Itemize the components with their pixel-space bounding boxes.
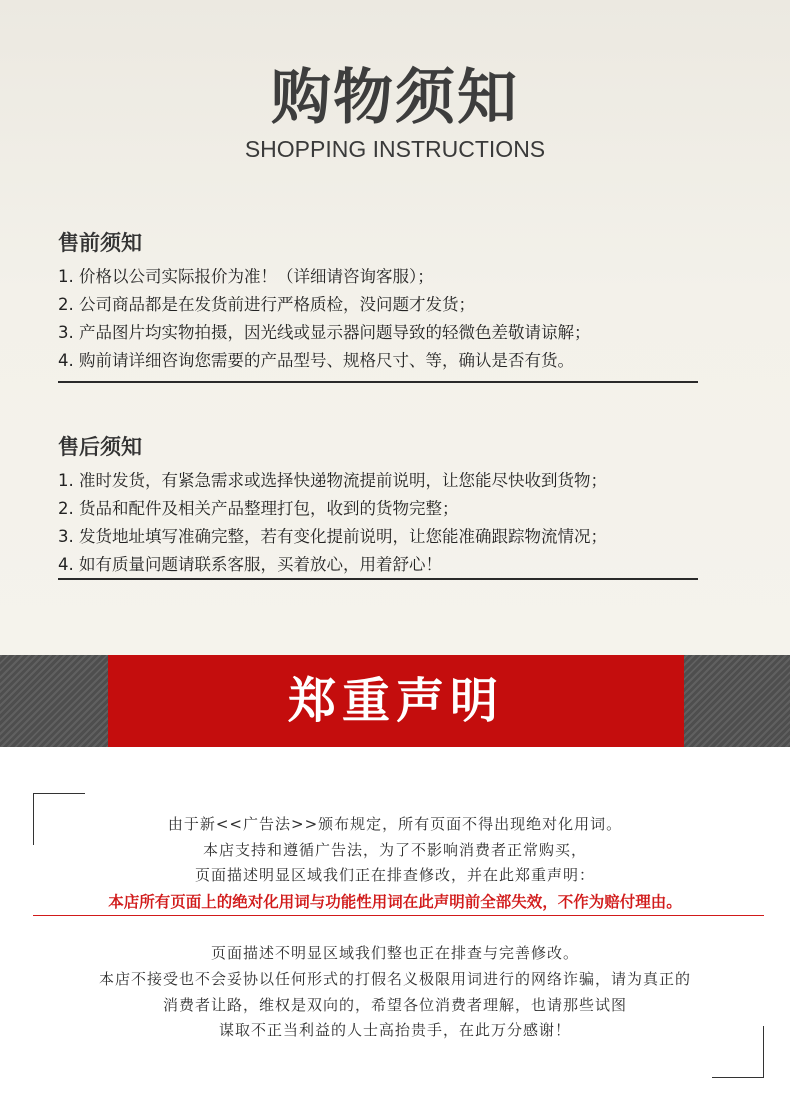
- notice-line: 页面描述明显区域我们正在排查修改，并在此郑重声明：: [194, 866, 595, 884]
- notice-line: 消费者让路，维权是双向的，希望各位消费者理解，也请那些试图: [162, 996, 627, 1014]
- declaration-banner: [108, 655, 684, 747]
- list-item: 2. 公司商品都是在发货前进行严格质检，没问题才发货；: [58, 295, 475, 314]
- warning-underline: [33, 915, 764, 916]
- notice-line: 本店支持和遵循广告法，为了不影响消费者正常购买，: [202, 841, 587, 859]
- section-divider: [58, 381, 698, 383]
- presale-list: [58, 263, 758, 375]
- page-subtitle: SHOPPING INSTRUCTIONS: [244, 136, 546, 162]
- section-divider: [58, 578, 698, 580]
- list-item: 4. 购前请详细咨询您需要的产品型号、规格尺寸、等，确认是否有货。: [58, 351, 574, 370]
- corner-bracket-bottom-right: [763, 1026, 764, 1078]
- notice-warning-line: 本店所有页面上的绝对化用词与功能性用词在此声明前全部失效，不作为赔付理由。: [108, 893, 682, 911]
- page-title: 购物须知: [271, 63, 519, 133]
- declaration-panel: [0, 747, 790, 1103]
- corner-bracket-bottom-right: [712, 1077, 764, 1078]
- declaration-title: 郑重声明: [287, 673, 504, 729]
- notice-line: 页面描述不明显区域我们整也正在排查与完善修改。: [210, 944, 579, 962]
- list-item: 1. 准时发货，有紧急需求或选择快递物流提前说明，让您能尽快收到货物；: [58, 471, 607, 490]
- list-item: 3. 产品图片均实物拍摄，因光线或显示器问题导致的轻微色差敬请谅解；: [58, 323, 591, 342]
- list-item: 2. 货品和配件及相关产品整理打包，收到的货物完整；: [58, 499, 459, 518]
- list-item: 3. 发货地址填写准确完整，若有变化提前说明，让您能准确跟踪物流情况；: [58, 527, 607, 546]
- notice-line: 谋取不正当利益的人士高抬贵手，在此万分感谢！: [218, 1021, 571, 1039]
- aftersale-heading: 售后须知: [58, 435, 142, 459]
- corner-bracket-top-left: [33, 793, 85, 794]
- aftersale-list: [58, 467, 758, 579]
- list-item: 4. 如有质量问题请联系客服，买着放心，用着舒心！: [58, 555, 442, 574]
- notice-line: 由于新<<广告法>>颁布规定，所有页面不得出现绝对化用词。: [167, 815, 623, 833]
- notice-line: 本店不接受也不会妥协以任何形式的打假名义极限用词进行的网络诈骗，请为真正的: [98, 970, 691, 988]
- list-item: 1. 价格以公司实际报价为准！（详细请咨询客服）；: [58, 267, 434, 286]
- presale-heading: 售前须知: [58, 231, 142, 255]
